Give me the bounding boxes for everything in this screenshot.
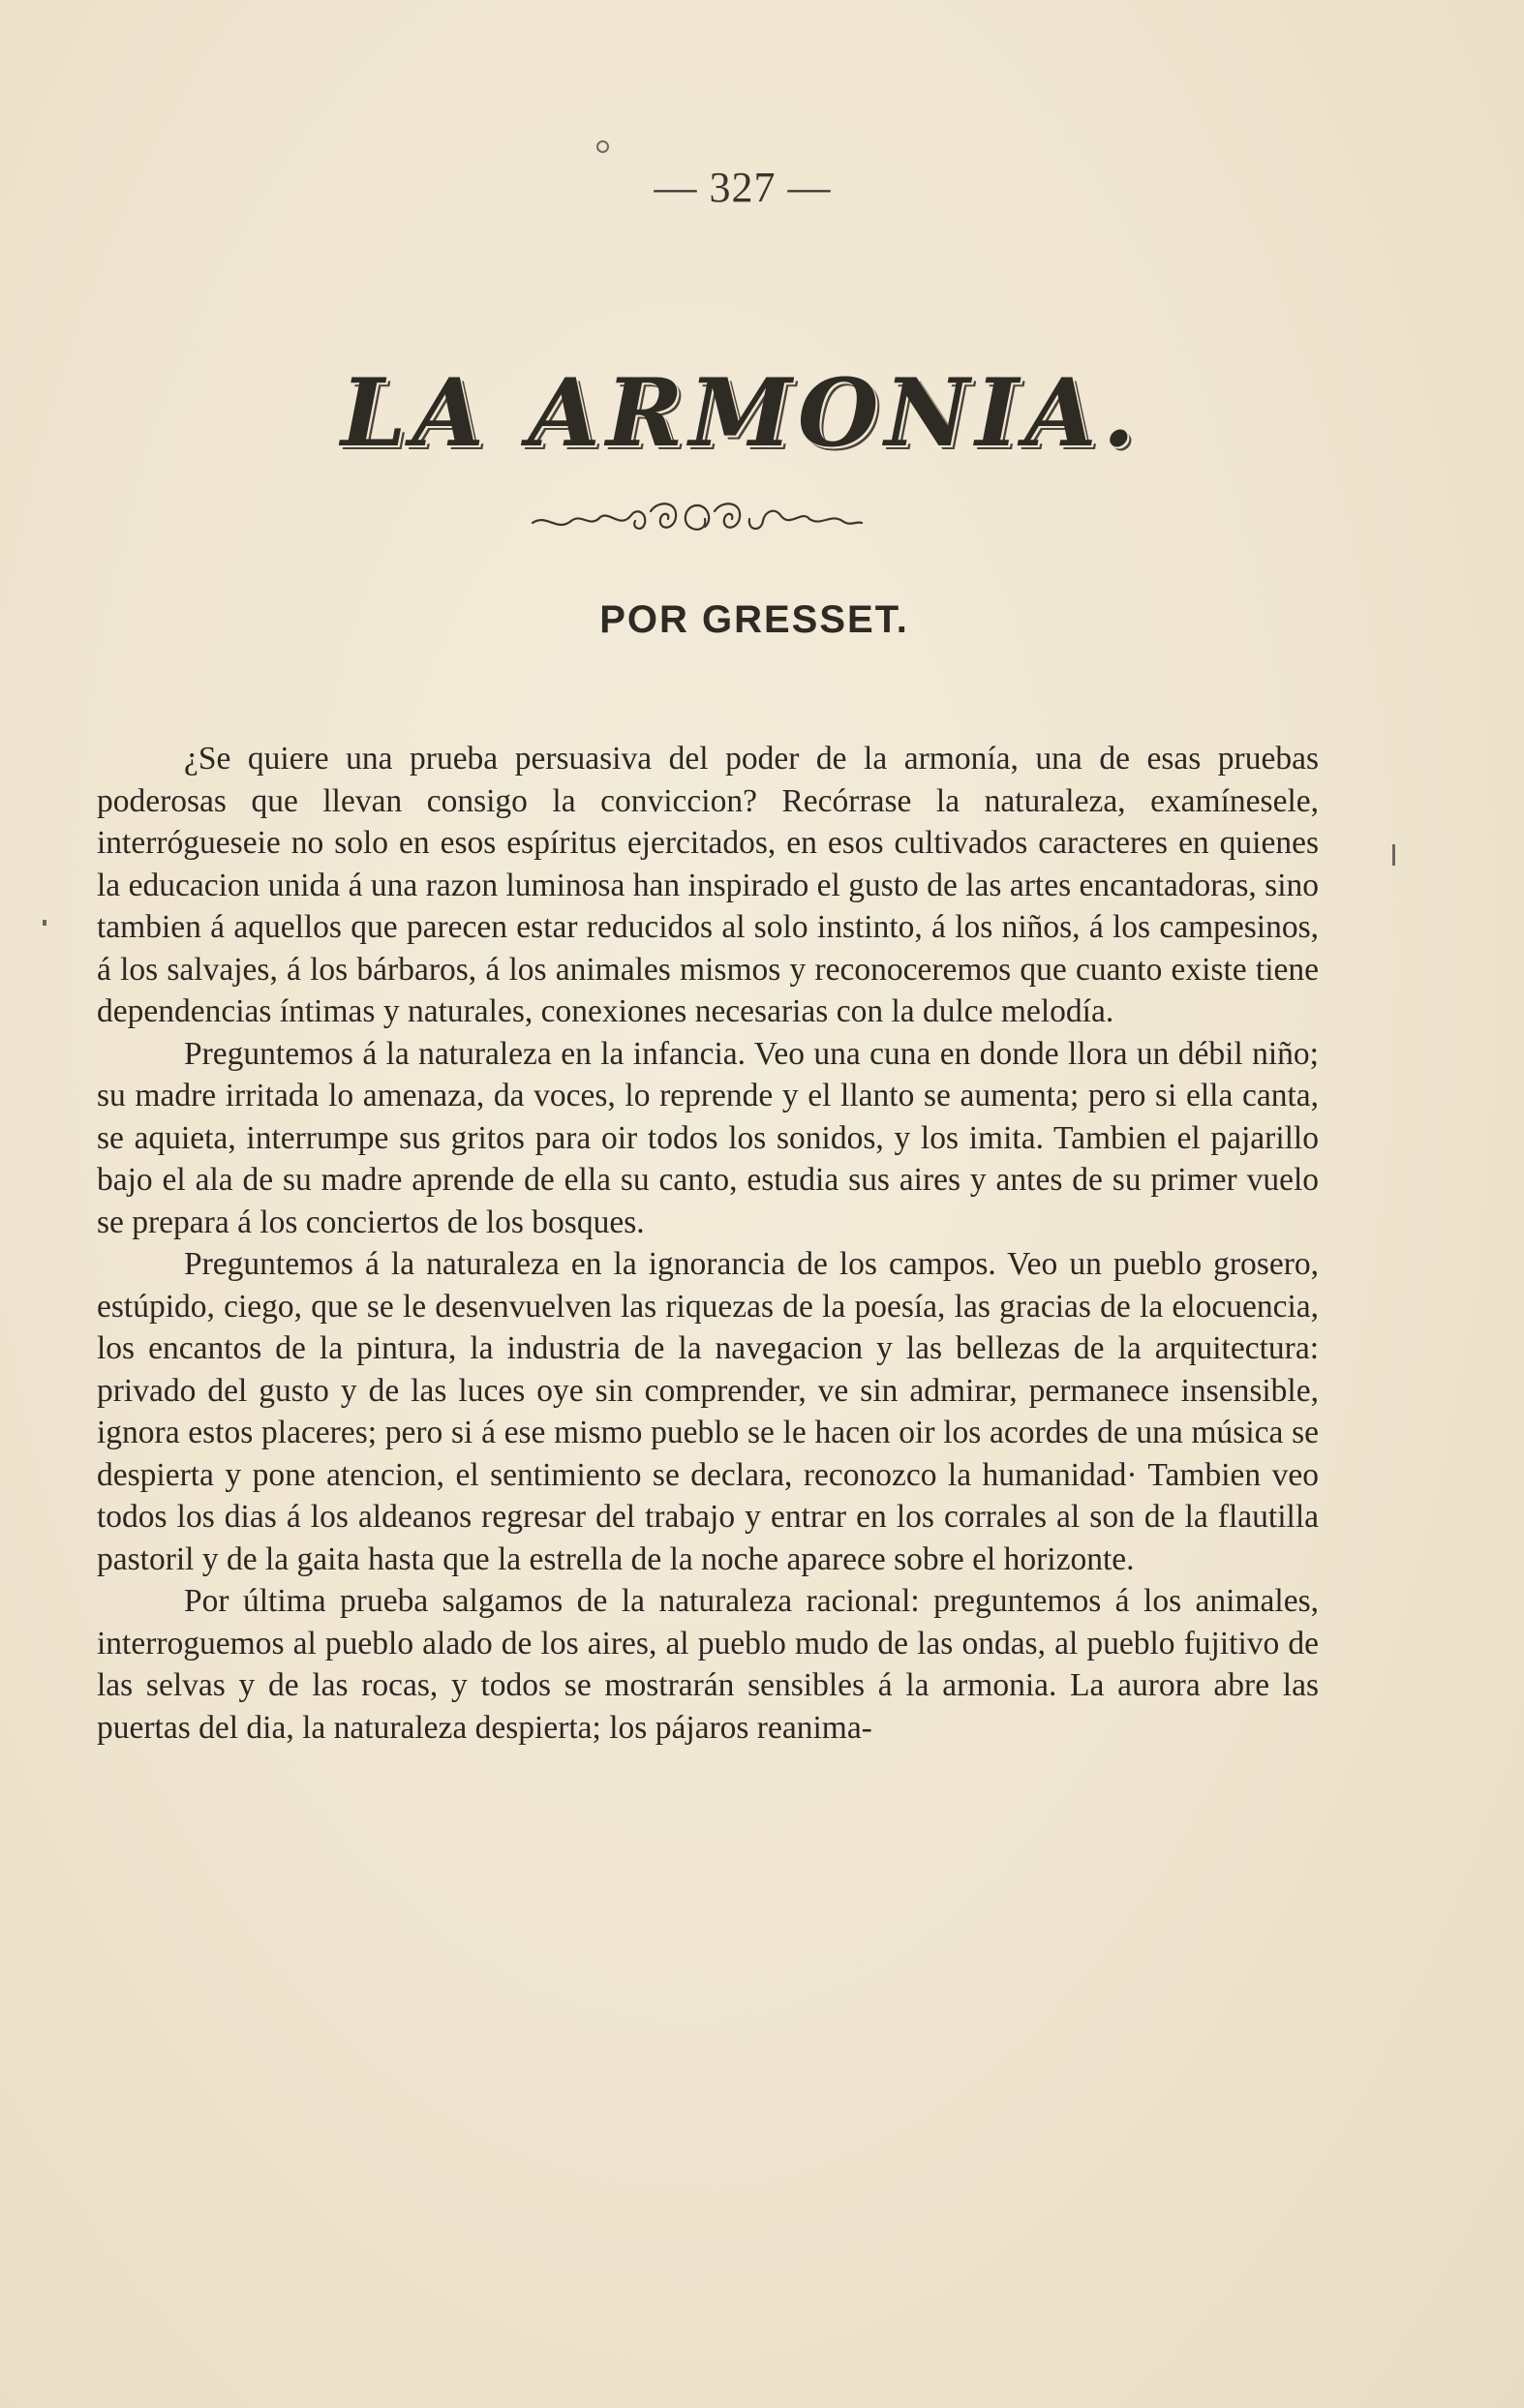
page-number: — 327 — (654, 164, 832, 211)
ink-blot-mark (596, 140, 609, 153)
fleuron-ornament-icon (523, 492, 871, 550)
paragraph: Preguntemos á la naturaleza en la infancia. Veo una cuna en donde llora un débil niño; su madre irritada lo amenaza, da voces, lo reprende y el llanto se aumenta; pero si ella canta, se aquieta, interrumpe sus gritos para oir todos los sonidos, y los imita. Tambien el pajarillo bajo el ala de su madre aprende de ella su canto, estudia sus aires y antes de su primer vuelo se prepara á los conciertos de los bosques. (97, 1035, 1319, 1240)
paragraph: ¿Se quiere una prueba persuasiva del poder de la armonía, una de esas pruebas poderosas que llevan consigo la conviccion? Recórrase la naturaleza, examínesele, interrógueseie no solo en esos espíritus ejercitados, en esos cultivados caracteres en quienes la educacion unida á una razon luminosa han inspirado el gusto de las artes encantadoras, sino tambien á aquellos que parecen estar reducidos al solo instinto, á los niños, á los campesinos, á los salvajes, á los bárbaros, á los animales mismos y reconoceremos que cuanto existe tiene dependencias íntimas y naturales, conexiones necesarias con la dulce melodía. (97, 741, 1319, 1029)
paragraph: Por última prueba salgamos de la naturaleza racional: preguntemos á los animales, interroguemos al pueblo alado de los aires, al pueblo mudo de las ondas, al pueblo fujitivo de las selvas y de las rocas, y todos se mostrarán sensibles á la armonia. La aurora abre las puertas del dia, la naturaleza despierta; los pájaros reanima- (97, 1583, 1319, 1746)
article-body (97, 738, 1319, 1749)
paragraph: Preguntemos á la naturaleza en la ignorancia de los campos. Veo un pueblo grosero, estúpido, ciego, que se le desenvuelven las riquezas de la poesía, las gracias de la elocuencia, los encantos de la pintura, la industria de la navegacion y las bellezas de la arquitectura: privado del gusto y de las luces oye sin comprender, ve sin admirar, permanece insensible, ignora estos placeres; pero si á ese mismo pueblo se le hacen oir los acordes de una música se despierta y pone atencion, el sentimiento se declara, reconozco la humanidad· Tambien veo todos los dias á los aldeanos regresar del trabajo y entrar en los corrales al son de la flautilla pastoril y de la gaita hasta que la estrella de la noche aparece sobre el horizonte. (97, 1246, 1319, 1577)
article-title: LA ARMONIA. (340, 358, 1142, 468)
margin-mark (43, 920, 46, 926)
margin-mark (1392, 844, 1395, 866)
author-byline: POR GRESSET. (599, 598, 909, 641)
